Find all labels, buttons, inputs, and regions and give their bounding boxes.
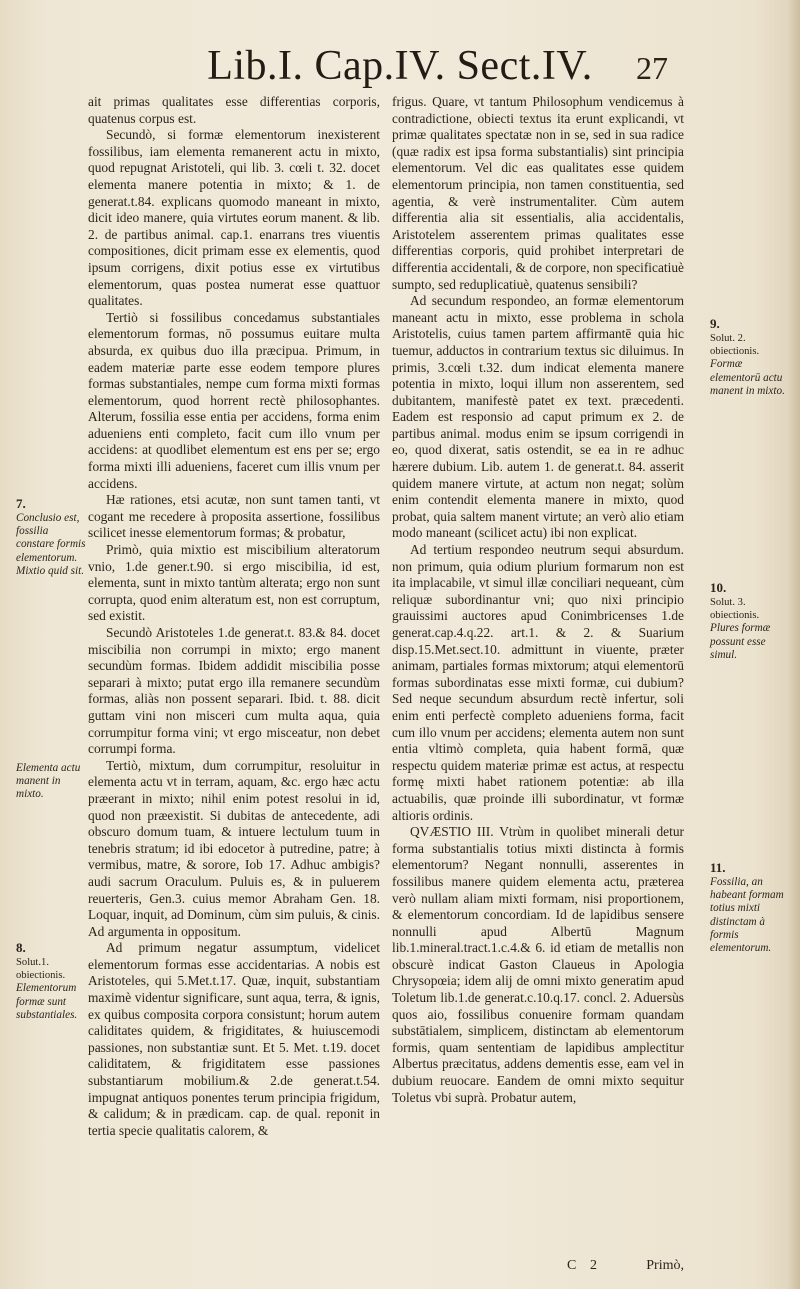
margin-note-9 [710, 316, 786, 398]
margin-note-text: Plures formæ possunt esse simul. [710, 622, 771, 661]
signature-number: 2 [590, 1258, 597, 1273]
margin-note-number: 8. [16, 940, 26, 955]
page-number: 27 [636, 50, 668, 86]
paragraph: Secundò, si formæ elementorum inexisterent fossilibus, iam elementa remanerent actu in mixto, quod repugnat Aristoteli, qui lib. 3. cœli t. 32. docet elementa manere potentia in mixto; & 1. de generat.t.84. explicans quomodo maneant in mixto, dicit ideo manere, quia virtutes eorum manent. & lib. 2. de partibus animal. cap.1. enarrans tres viuentis compositiones, dicit primam esse ex elementis, quod ipsum corrigens, dixit potius esse ex virtutibus elementorum, quas postea numerat esse quattuor qualitates. [88, 127, 380, 309]
margin-note-text: Elementa actu manent in mixto. [16, 762, 81, 801]
paragraph: Hæ rationes, etsi acutæ, non sunt tamen tanti, vt cogant me recedere à proposita assertione, fossilibus scilicet inesse elementorum formas; & probatur, [88, 492, 380, 541]
paragraph: Secundò Aristoteles 1.de generat.t. 83.& 84. docet miscibilia non corrumpi in mixto; ergo manent secundùm formas. Ibidem addidit miscibilia posse separari à mixto; putat ergo illa remanere secundùm formas, aliàs non possent separari. Ibid. t. 88. dicit guttam vini non misceri cum multa aqua, quia corrumpitur forma vini; vt ergo misceatur, non debet corrumpi forma. [88, 625, 380, 757]
margin-note-heading: Solut. 3. obiectionis. [710, 597, 760, 622]
margin-note-number: 10. [710, 580, 727, 595]
margin-note-heading: Solut.1. obiectionis. [16, 957, 66, 982]
margin-note-number: 9. [710, 316, 720, 331]
paragraph: Primò, quia mixtio est miscibilium alteratorum vnio, 1.de gener.t.90. si ergo miscibilia, id est, elementa, sunt in mixto tantùm alterata; ergo non sunt corrupta, quod enim alteratum est, non est corruptum, sed existit. [88, 542, 380, 624]
page-edge-shading [788, 0, 800, 1289]
margin-note-8 [16, 940, 86, 1022]
paragraph: Ad tertium respondeo neutrum sequi absurdum. non primum, quia odium plurium formarum non est ita implacabile, vt simul illæ conciliari nequeant, cùm reliquæ subordinantur vni; quo nixi principio grauissimi auctores apud Conimbricenses 1.de generat.cap.4.q.22. art.1. & 2. & Suarium disp.15.Met.sect.10. admittunt in viuente, præter animam, partiales formas mixtorum; atqui elementorū formas subordinatas esse mixti formæ, cui dubium? Sed neque secundum absurdum rectè infertur, soli enim enti perfectè completo adueniens forma, facit cum illo vnum per accidens; elementa autem non sunt entia vltimò completa, quia habent formā, quæ respectu quidem materiæ primæ est actus, at respectu formę mixti habet rationem potentiæ: ab illa actuabilis, quæ proinde illi subordinatur, vt formæ altioris ordinis. [392, 542, 684, 823]
margin-note-heading: Solut. 2. obiectionis. [710, 333, 760, 358]
margin-note-number: 11. [710, 860, 726, 875]
paragraph: frigus. Quare, vt tantum Philosophum vendicemus à contradictione, obiecti textus ita erunt explicandi, vt primæ qualitates spectatæ non in se, sed in sua radice (quæ radix est ipsa forma substantialis) sint principia elementorum. Vel dic eas qualitates esse quidem elementorum principia, non tamen constituentia, sed agentia, & verè instrumentaliter. Cùm autem differentia alia sit essentialis, alia accidentalis, Aristotelem asserentem primas qualitates esse differentias corporis, quid prohibet interpretari de differentia accidentali, & de corpore, non specificatiuè sumpto, sed reduplicatiuè, quatenus sensibili? [392, 94, 684, 292]
margin-note-7 [16, 496, 86, 578]
left-text-column [88, 94, 380, 1139]
margin-note-11 [710, 860, 786, 955]
catchword-line [392, 1258, 684, 1276]
running-header [0, 42, 800, 92]
catchword: Primò, [646, 1258, 684, 1273]
margin-note-elementa [16, 762, 86, 802]
signature-mark: C [567, 1258, 577, 1273]
margin-note-number: 7. [16, 496, 26, 511]
margin-note-10 [710, 580, 786, 662]
margin-note-text: Formæ elementorū actu manent in mixto. [710, 358, 785, 397]
right-text-column [392, 94, 684, 1106]
paragraph: ait primas qualitates esse differentias corporis, quatenus corpus est. [88, 94, 380, 126]
paragraph: Tertiò si fossilibus concedamus substantiales elementorum formas, nō possumus euitare multa absurda, ex quibus duo illa præcipua. Primum, in eadem materiæ parte esse eodem tempore plures formas substantiales, nempe cum forma mixti formas elementorum, quod horrent rectè philosophantes. Alterum, fossilia esse entia per accidens, forma enim adueniens enti completo, facit cum illo vnum per accidens: at quodlibet elementum est ens per se; ergo forma mixti illi adueniens, faceret cum illis vnum per accidens. [88, 309, 380, 491]
margin-note-text: Elementorum formæ sunt substantiales. [16, 982, 78, 1021]
running-title: Lib.I. Cap.IV. Sect.IV. [207, 43, 593, 89]
paragraph: QVÆSTIO III. Vtrùm in quolibet minerali detur forma substantialis totius mixti distincta à formis elementorum? Negant nonnulli, asserentes in fossilibus manere quidem elementa actu, præterea verò nullam aliam mixti formam, nisi proportionem, & elementorum concordiam. Id de lapidibus sensere nonnulli apud Albertū Magnum lib.1.mineral.tract.1.c.4.& 6. id etiam de metallis non obscurè indicat Gaston Claueus in Apologia Chrysopœia; idem alij de omni mixto generatim apud Toletum lib.1.de generat.c.10.q.17. concl. 2. Aduersùs quos aio, fossilibus conuenire formam quandam substātialem, simplicem, distinctam ab elementorum formis, quam sententiam de lapidibus amplectitur Albertus præcitatus, addens dementis esse, eam vel in dubium reuocare. Eandem de omni mixto sequitur Toletus vbi suprà. Probatur autem, [392, 824, 684, 1105]
margin-note-text: Fossilia, an habeant formam totius mixti distinctam à formis elementorum. [710, 876, 784, 955]
margin-note-text: Conclusio est, fossilia constare formis elementorum. Mixtio quid sit. [16, 512, 86, 577]
paragraph: Tertiò, mixtum, dum corrumpitur, resoluitur in elementa actu vt in terram, aquam, &c. ergo hæc actu præerant in mixto; nihil enim potest resolui in id, quod non præexistit. Si dubitas de antecedente, adi obscuro domum tuam, & intuere lectulum tuum in tenebris stratum; id ibi edocetor à putredine, patre; à vermibus, matre, & sorore, Iob 17. Adhuc ambigis? audi sacrum Oraculum. Puluis es, & in puluerem reuerteris, Gen.3. cuius memor Abraham Gen. 18. Loquar, inquit, ad Dominum, cùm sim puluis, & cinis. Ad argumenta in oppositum. [88, 757, 380, 939]
paragraph: Ad secundum respondeo, an formæ elementorum maneant actu in mixto, esse problema in schola Aristotelis, cuius tamen partem affirmantē quia hic tuemur, adductos in contrarium textus sic diluimus. In primis, 3.cœli t.32. dum indicat elementa manere potentia in mixto, loqui illum non asserentem, sed dubitantem, manifestè patet ex text. præcedenti. Eadem est responsio ad caput primum ex 2. de partibus animal. modus enim se ipsum corrigendi in eo, quod dixerat, satis ostendit, se ea in re adhuc hærere dubium. Lib. autem 1. de generat.t. 84. asserit quidem manere virtute, at actum non negat; solùm enim contendit elementa manere in mixto, quod probat, quia saltem manent virtute; an verò alio etiam modo maneant (scilicet actu) ibi non explicat. [392, 293, 684, 541]
paragraph: Ad primum negatur assumptum, videlicet elementorum formas esse accidentarias. A nobis est Aristoteles, qui 5.Met.t.17. Quæ, inquit, substantiam maximè videntur significare, sunt aqua, terra, & ignis, ex quibus composita corpora consistunt; horum autem caliditates quidem, & frigiditates, & huiuscemodi passiones, non substantiæ sunt. Et 5. Met. t.19. docet caliditatem, & frigiditatem esse passiones substantiarum mobilium.& 2.de generat.t.54. impugnat antiquos ponentes terum principia frigidum, & calidum; & in prædicam. cap. de qual. reponit in tertia specie qualitatis calorem, & [88, 940, 380, 1138]
